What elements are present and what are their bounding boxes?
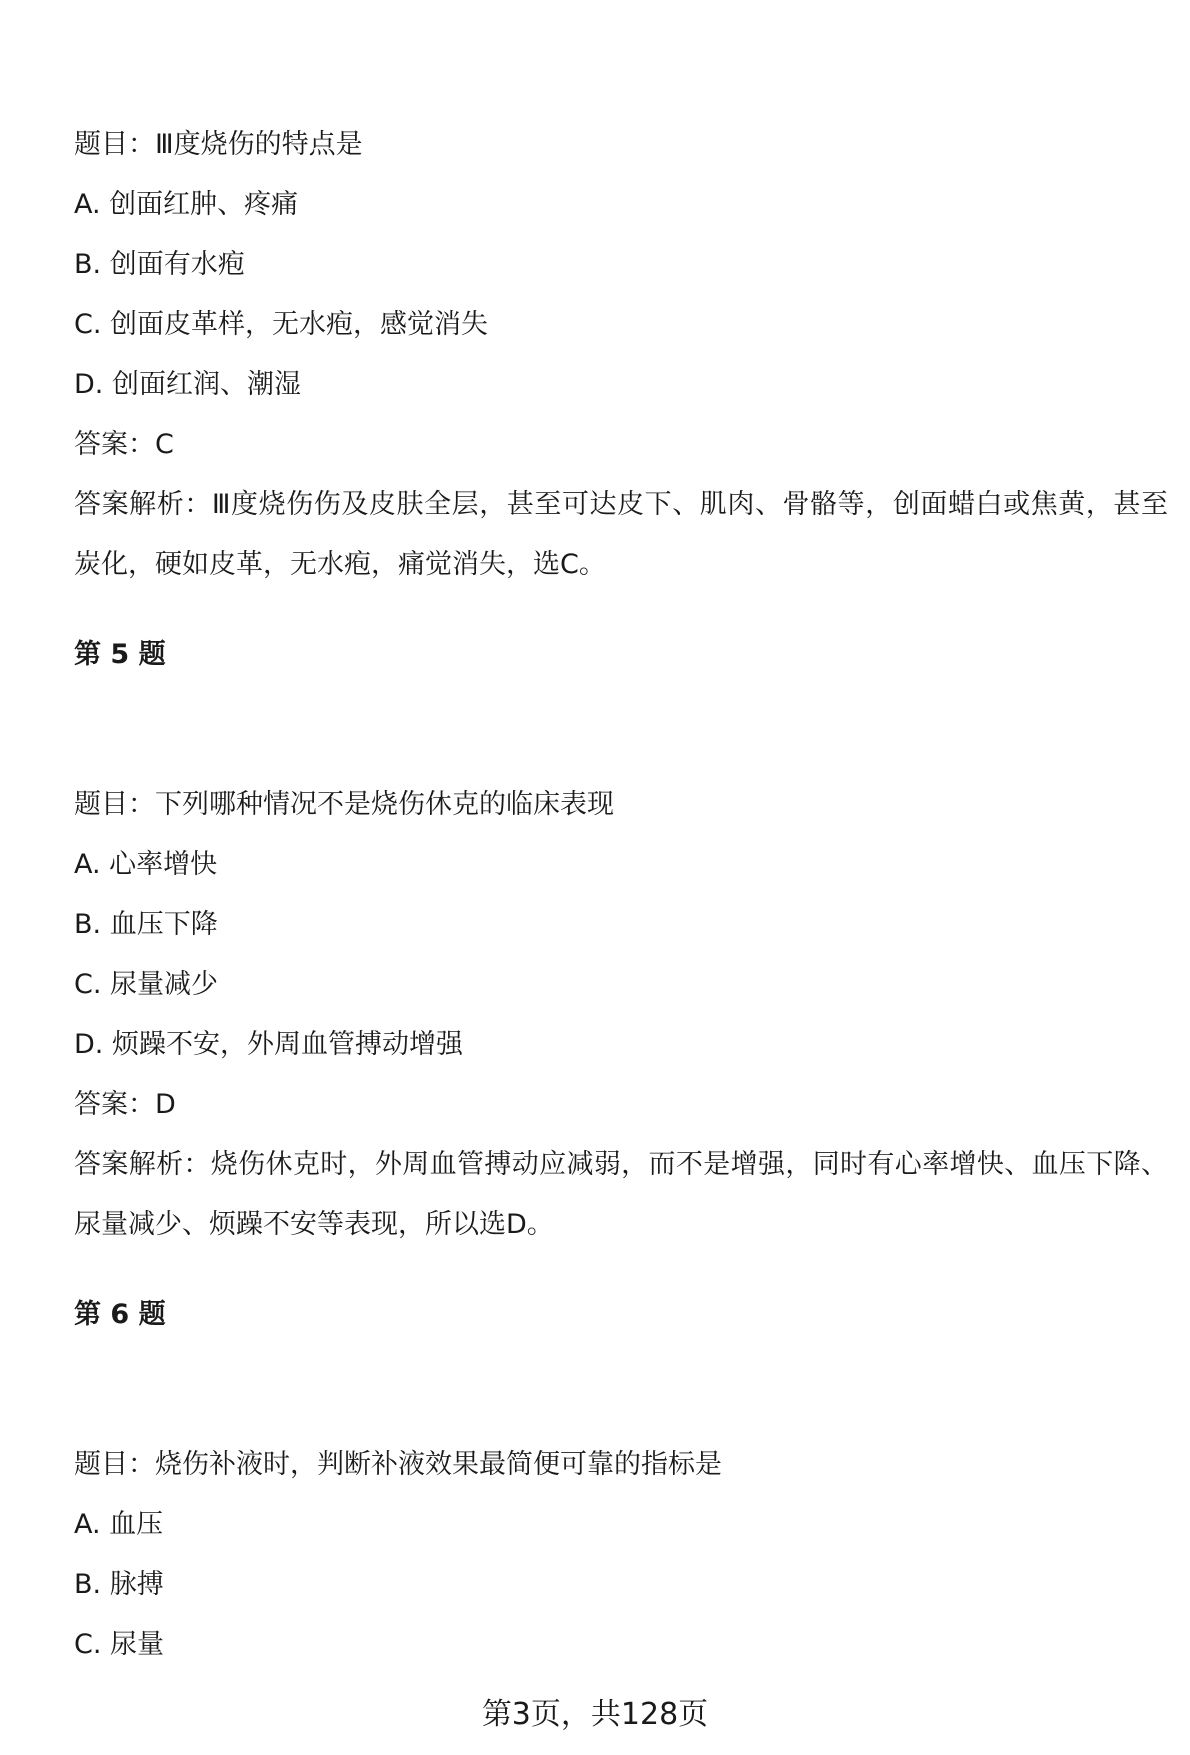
option-c: C. 尿量 [74, 1629, 165, 1660]
option-b: B. 血压下降 [74, 909, 218, 940]
option-c: C. 创面皮革样，无水疱，感觉消失 [74, 309, 489, 340]
option-c: C. 尿量减少 [74, 969, 219, 1000]
option-d: D. 烦躁不安，外周血管搏动增强 [74, 1029, 463, 1060]
option-a: A. 创面红肿、疼痛 [74, 189, 299, 220]
answer-analysis: 答案解析：Ⅲ度烧伤伤及皮肤全层，甚至可达皮下、肌肉、骨骼等，创面蜡白或焦黄，甚至炭化，硬如皮革，无水疱，痛觉消失，选C。 [74, 489, 1168, 580]
option-a: A. 血压 [74, 1509, 164, 1540]
question-stem: 题目：烧伤补液时，判断补液效果最简便可靠的指标是 [74, 1449, 722, 1480]
answer: 答案：C [74, 429, 174, 460]
answer: 答案：D [74, 1089, 176, 1120]
option-b: B. 脉搏 [74, 1569, 164, 1600]
question-stem: 题目：Ⅲ度烧伤的特点是 [74, 129, 363, 160]
answer-analysis: 答案解析：烧伤休克时，外周血管搏动应减弱，而不是增强，同时有心率增快、血压下降、尿量减少、烦躁不安等表现，所以选D。 [74, 1149, 1168, 1240]
option-d: D. 创面红润、潮湿 [74, 369, 301, 400]
question-stem: 题目：下列哪种情况不是烧伤休克的临床表现 [74, 789, 614, 820]
option-b: B. 创面有水疱 [74, 249, 245, 280]
option-a: A. 心率增快 [74, 849, 218, 880]
page-number: 第3页，共128页 [481, 1697, 709, 1732]
question-heading: 第 5 题 [74, 639, 166, 670]
question-heading: 第 6 题 [74, 1299, 166, 1330]
